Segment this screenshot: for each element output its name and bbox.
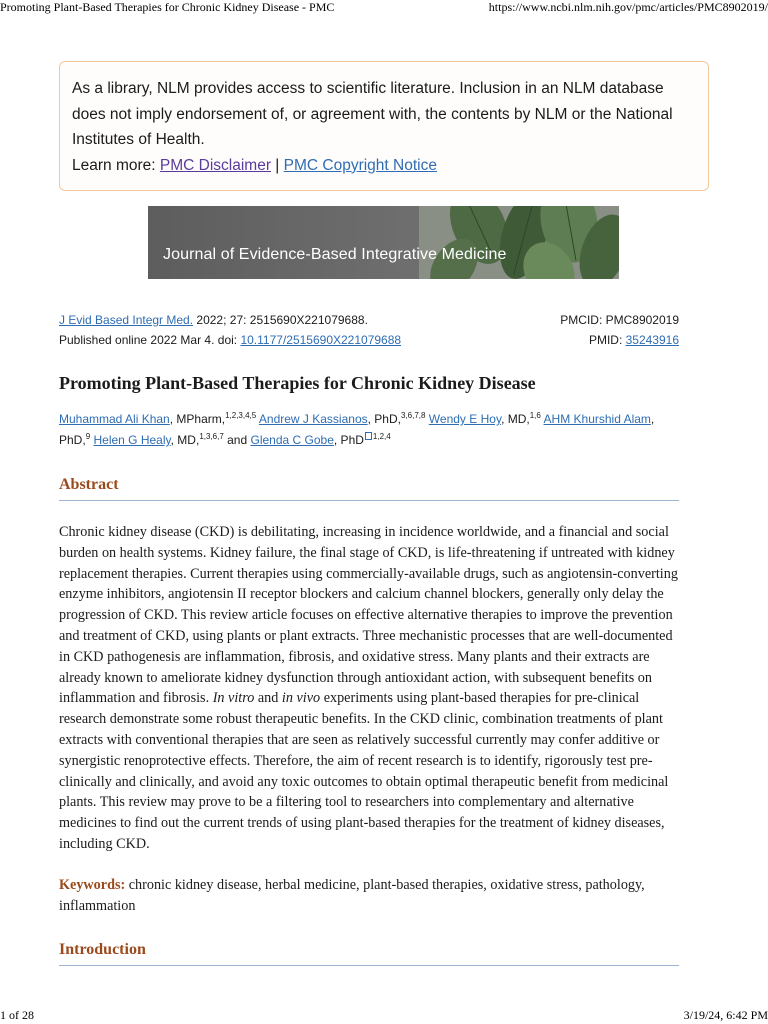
pmid-label: PMID: — [588, 333, 626, 347]
author-link[interactable]: Andrew J Kassianos — [258, 412, 368, 426]
link-separator: | — [275, 156, 280, 174]
author-degree: , MD, — [501, 412, 530, 426]
journal-link[interactable]: J Evid Based Integr Med. — [59, 313, 194, 327]
print-header-url: https://www.ncbi.nlm.nih.gov/pmc/articles/PMC8902019/ — [488, 0, 768, 14]
author-degree: , MD, — [170, 433, 200, 447]
author-affiliations[interactable]: 9 — [85, 432, 91, 441]
abstract-in-vitro: In vitro — [212, 690, 255, 707]
disclaimer-text: As a library, NLM provides access to scientific literature. Inclusion in an NLM database does not imply endorsement of, or agreement with, the contents by NLM or the National Institutes of Health. — [72, 80, 673, 148]
authors-and: and — [227, 433, 248, 447]
pmc-disclaimer-link[interactable]: PMC Disclaimer — [159, 156, 271, 174]
pmc-copyright-notice-link[interactable]: PMC Copyright Notice — [283, 156, 437, 174]
journal-banner[interactable] — [148, 206, 619, 279]
article-title: Promoting Plant-Based Therapies for Chronic Kidney Disease — [59, 373, 536, 393]
author-affiliations[interactable]: 1,6 — [529, 411, 541, 420]
author-link[interactable]: Muhammad Ali Khan — [59, 412, 170, 426]
author-list — [59, 409, 679, 451]
keywords-label: Keywords: — [59, 877, 126, 893]
citation-row-1 — [59, 310, 679, 330]
abstract-text-part2: experiments using plant-based therapies for pre-clinical research demonstrate some robust therapeutic benefits. In the CKD clinic, combination treatments of plant extracts with conventional therapies that are seen as relatively successful currently may confer additive or synergistic renoprotective effects. Therefore, the aim of recent research is to identify, rigorously test pre-clinically and clinically, and avoid any toxic outcomes to obtain optimal therapeutic benefit from medicinal plants. This review may prove to be a filtering tool to researchers into complementary and alternative medicines to find out the current trends of using plant-based therapies for the treatment of kidney diseases, including CKD. — [59, 690, 669, 852]
journal-banner-title: Journal of Evidence-Based Integrative Medicine — [163, 246, 507, 263]
author-affiliations[interactable]: 1,2,4 — [372, 432, 391, 441]
author-affiliations[interactable]: 1,2,3,4,5 — [225, 411, 257, 420]
print-date: 3/19/24, 6:42 PM — [683, 1008, 768, 1022]
print-header — [0, 0, 768, 16]
journal-citation — [59, 310, 368, 330]
print-footer — [0, 1008, 768, 1024]
abstract-and-word: and — [254, 690, 282, 707]
author-degree: , PhD — [333, 433, 364, 447]
author-link[interactable]: Helen G Healy — [93, 433, 171, 447]
author-affiliations[interactable]: 1,3,6,7 — [199, 432, 224, 441]
journal-citation-details: 2022; 27: 2515690X221079688. — [193, 313, 368, 327]
author-affiliations[interactable]: 3,6,7,8 — [400, 411, 426, 420]
abstract-in-vivo: in vivo — [281, 690, 321, 707]
abstract-heading: Abstract — [59, 476, 679, 501]
author-link[interactable]: AHM Khurshid Alam — [543, 412, 651, 426]
published-online — [59, 330, 401, 350]
pmcid: PMCID: PMC8902019 — [560, 313, 679, 327]
abstract-text-part1: Chronic kidney disease (CKD) is debilitating, increasing in incidence worldwide, and a financial and social burden on health systems. Kidney failure, the final stage of CKD, is life-threatening if untreated with kidney replacement therapies. Current therapies using commercially-available drugs, such as angiotensin-converting enzyme inhibitors, angiotensin II receptor blockers and calcium channel blockers, generally only delay the progression of CKD. This review article focuses on effective alternative therapies to improve the prevention and treatment of CKD, using plants or plant extracts. Three mechanistic processes that are well-documented in CKD pathogenesis are inflammation, fibrosis, and oxidative stress. Many plants and their extracts are already known to ameliorate kidney dysfunction through antioxidant action, with subsequent benefits on inflammation and fibrosis. — [59, 524, 678, 707]
author-degree: , PhD, — [367, 412, 401, 426]
nlm-disclaimer-box — [59, 61, 709, 191]
author-link[interactable]: Wendy E Hoy — [428, 412, 502, 426]
author-degree: , PhD, — [59, 412, 655, 447]
keywords — [59, 875, 679, 917]
email-icon[interactable] — [365, 432, 372, 440]
learn-more-line — [72, 153, 696, 179]
author-link[interactable]: Glenda C Gobe — [250, 433, 334, 447]
learn-more-label: Learn more: — [72, 156, 156, 174]
page-number: 1 of 28 — [0, 1008, 34, 1022]
print-header-title: Promoting Plant-Based Therapies for Chronic Kidney Disease - PMC — [0, 0, 335, 14]
citation-row-2 — [59, 330, 679, 350]
abstract-text — [59, 522, 679, 855]
leaves-image — [419, 206, 619, 279]
doi-link[interactable]: 10.1177/2515690X221079688 — [240, 333, 402, 347]
author-degree: , MPharm, — [169, 412, 226, 426]
introduction-heading: Introduction — [59, 941, 679, 966]
pmid-link[interactable]: 35243916 — [625, 333, 679, 347]
published-label: Published online 2022 Mar 4. doi: — [59, 333, 241, 347]
pmid — [589, 330, 679, 350]
keywords-text: chronic kidney disease, herbal medicine, plant-based therapies, oxidative stress, pathology, inflammation — [59, 877, 645, 914]
citation-block — [59, 310, 679, 350]
